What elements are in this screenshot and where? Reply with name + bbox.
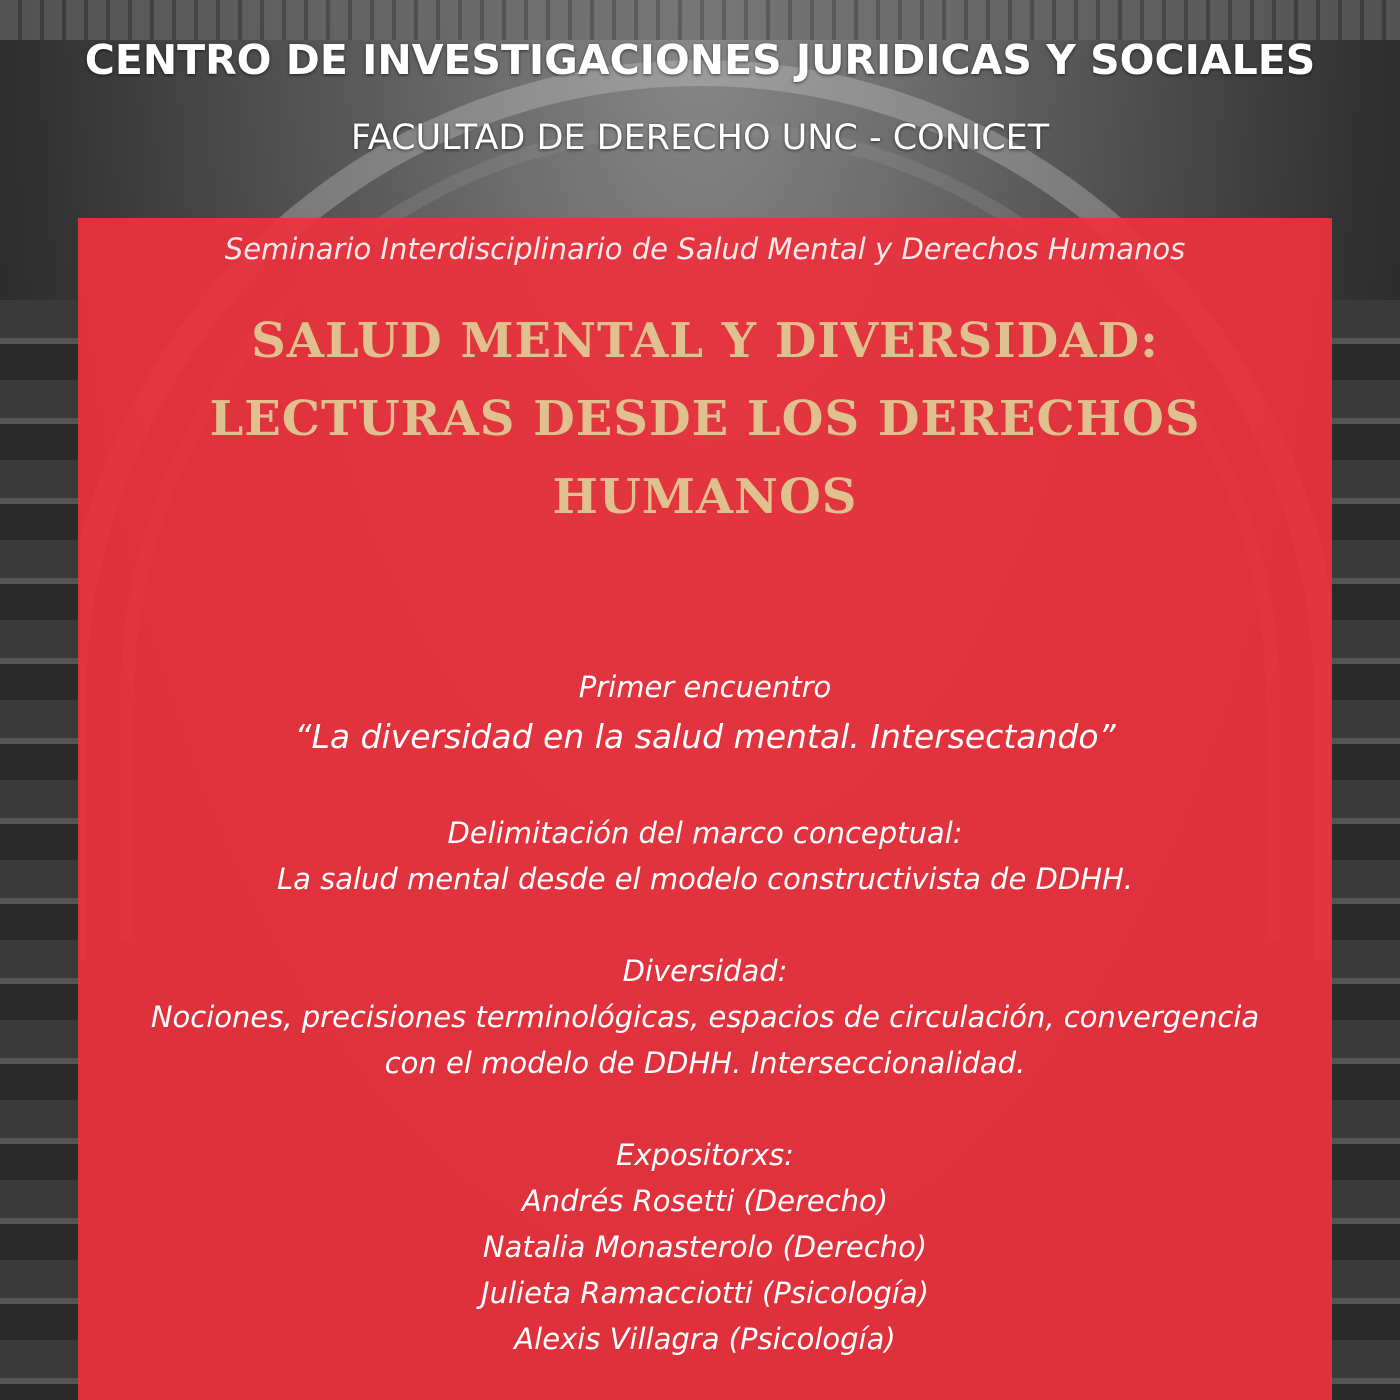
facade-column-right (1330, 300, 1400, 1400)
event-title (78, 302, 1332, 536)
event-title-line: SALUD MENTAL Y DIVERSIDAD: (251, 313, 1159, 369)
speaker-name: Natalia Monasterolo (Derecho) (482, 1230, 928, 1264)
seminar-name: Seminario Interdisciplinario de Salud Mental y Derechos Humanos (224, 232, 1186, 266)
speaker-name: Andrés Rosetti (Derecho) (521, 1184, 889, 1218)
red-info-panel (78, 218, 1332, 1400)
institution-subtitle: FACULTAD DE DERECHO UNC - CONICET (350, 118, 1050, 158)
institution-title: CENTRO DE INVESTIGACIONES JURIDICAS Y SOCIALES (84, 36, 1316, 84)
speaker-name: Alexis Villagra (Psicología) (514, 1322, 896, 1356)
section-text: La salud mental desde el modelo constructivista de DDHH. (276, 862, 1134, 896)
facade-cornice (0, 0, 1400, 40)
event-title-line: LECTURAS DESDE LOS DERECHOS (209, 391, 1201, 447)
speaker-name: Julieta Ramacciotti (Psicología) (481, 1276, 929, 1310)
event-title-line: HUMANOS (552, 469, 858, 525)
section-text: con el modelo de DDHH. Interseccionalidad. (384, 1046, 1026, 1080)
section-heading: Diversidad: (622, 954, 788, 988)
section-text: Nociones, precisiones terminológicas, espacios de circulación, convergencia (150, 1000, 1260, 1034)
encounter-title: “La diversidad en la salud mental. Intersectando” (294, 717, 1116, 756)
facade-column-left (0, 300, 80, 1400)
section-heading: Delimitación del marco conceptual: (447, 816, 963, 850)
speakers-heading: Expositorxs: (616, 1138, 794, 1172)
encounter-label: Primer encuentro (578, 670, 832, 704)
